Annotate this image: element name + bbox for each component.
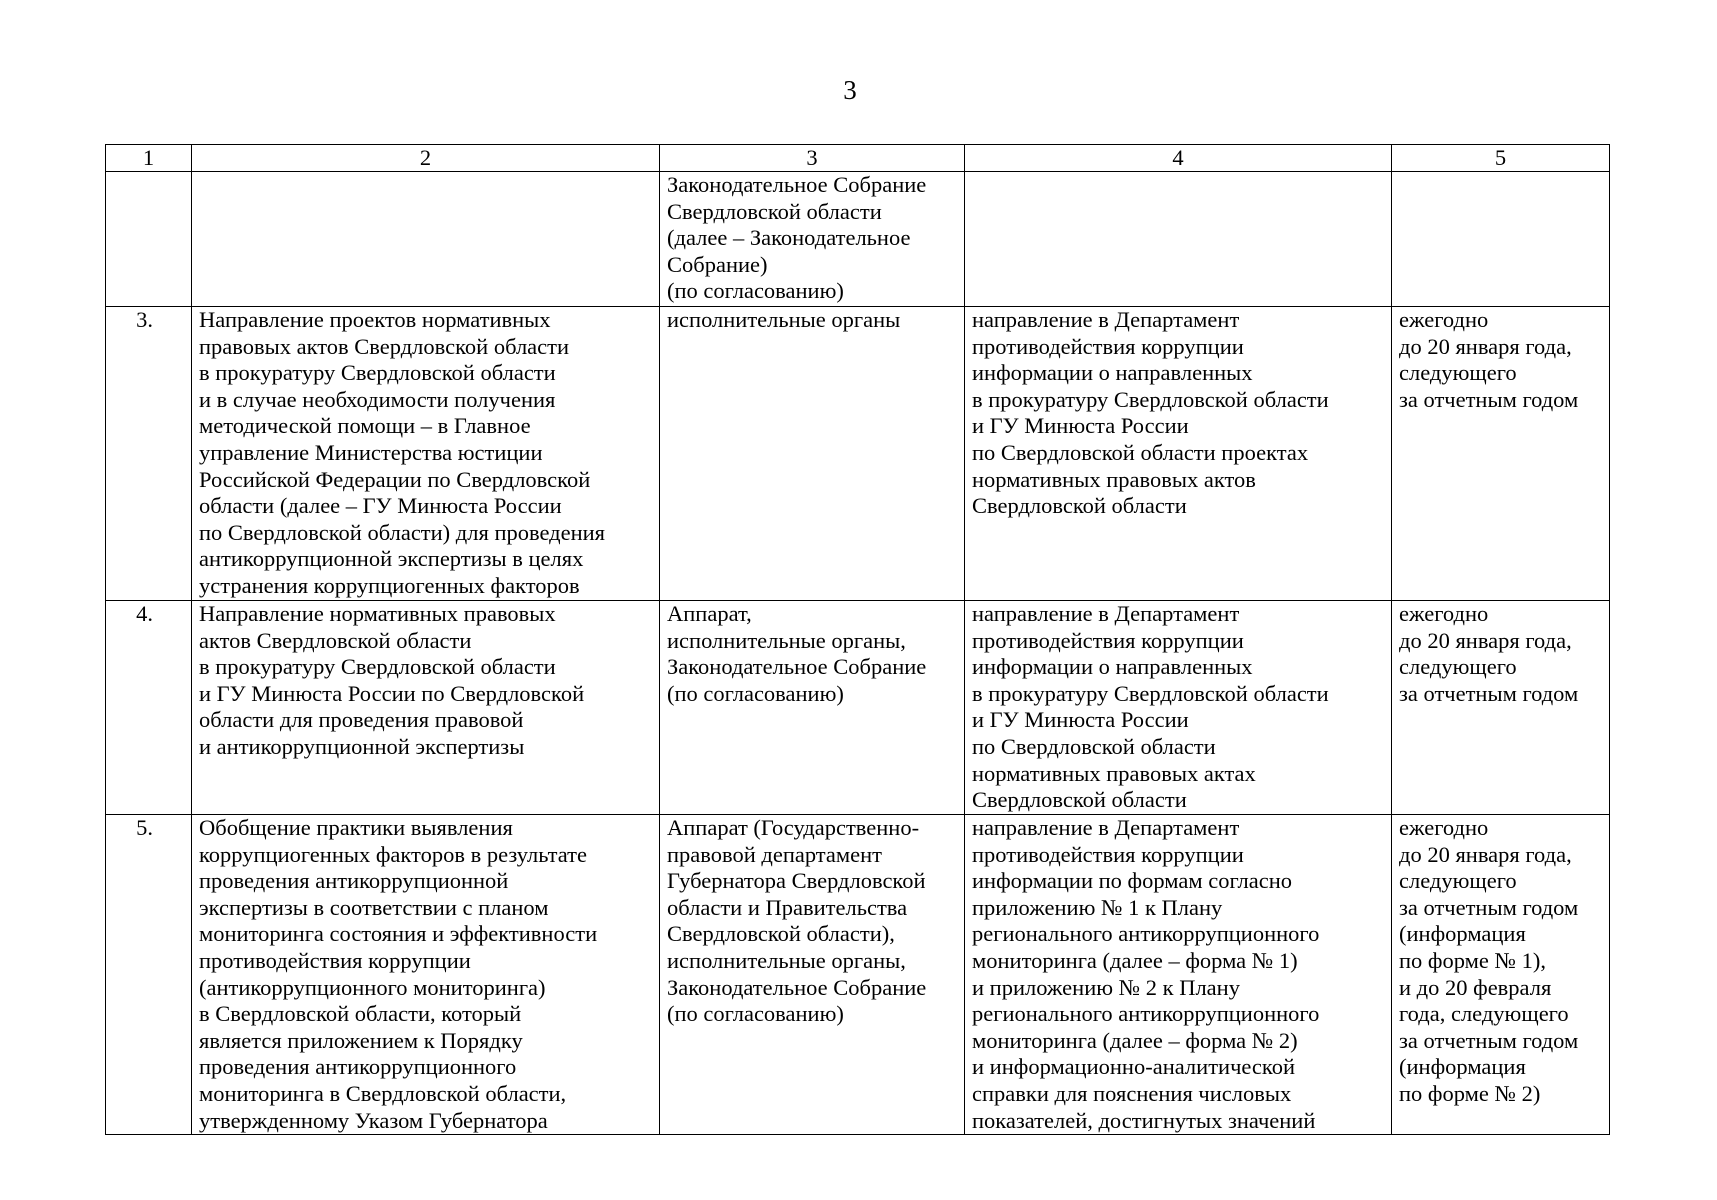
deadline-text-line: за отчетным годом (1399, 894, 1579, 920)
action-text-line: и в случае необходимости получения (199, 386, 556, 412)
result-text-line: информации о направленных (972, 654, 1253, 680)
result-text-line: противодействия коррупции (972, 333, 1244, 359)
result-text-line: Свердловской области (972, 787, 1187, 813)
action-text-line: области (далее – ГУ Минюста России (199, 493, 562, 519)
deadline-cell (1392, 307, 1610, 601)
deadline-text-line: ежегодно (1399, 307, 1489, 332)
result-text-line: информации по формам согласно (972, 868, 1293, 894)
executors-text-line: правовой департамент (667, 841, 882, 867)
action-text-line: Российской Федерации по Свердловской (199, 466, 591, 492)
result-text-line: по Свердловской области (972, 733, 1216, 759)
deadline-text-line: за отчетным годом (1399, 1027, 1579, 1053)
action-text-line: утвержденному Указом Губернатора (199, 1107, 548, 1133)
result-text-line: информации о направленных (972, 360, 1253, 386)
action-text-line: является приложением к Порядку (199, 1027, 523, 1053)
column-number-header: 5 (1392, 145, 1610, 172)
action-text-line: устранения коррупциогенных факторов (199, 572, 580, 598)
action-text-line: управление Министерства юстиции (199, 439, 543, 465)
result-cell (965, 601, 1392, 815)
executors-text-line: Губернатора Свердловской (667, 868, 926, 894)
executors-cell (660, 307, 965, 601)
row-number-cell (106, 172, 192, 307)
executors-text-line: области и Правительства (667, 894, 908, 920)
executors-text-line: исполнительные органы, (667, 947, 906, 973)
result-text-line: и информационно-аналитической (972, 1054, 1295, 1080)
result-text-line: направление в Департамент (972, 815, 1240, 840)
deadline-text-line: ежегодно (1399, 815, 1489, 840)
page-number: 3 (843, 75, 857, 105)
executors-text-line: Законодательное Собрание (667, 172, 927, 197)
deadline-text-line: (информация (1399, 921, 1526, 947)
column-number-header: 3 (660, 145, 965, 172)
result-text-line: и ГУ Минюста России (972, 707, 1189, 733)
action-text-line: по Свердловской области) для проведения (199, 519, 606, 545)
deadline-text-line: за отчетным годом (1399, 386, 1579, 412)
deadline-text-line: следующего (1399, 360, 1517, 386)
deadline-text-line: по форме № 1), (1399, 947, 1546, 973)
result-cell (965, 172, 1392, 307)
executors-text-line: Аппарат, (667, 601, 752, 626)
action-text-line: правовых актов Свердловской области (199, 333, 570, 359)
action-text-line: в Свердловской области, который (199, 1001, 522, 1027)
result-text-line: направление в Департамент (972, 601, 1240, 626)
result-text-line: справки для пояснения числовых (972, 1080, 1292, 1106)
action-text-line: экспертизы в соответствии с планом (199, 894, 549, 920)
action-text-line: в прокуратуру Свердловской области (199, 654, 556, 680)
executors-text-line: Свердловской области (667, 198, 882, 224)
table-row (106, 172, 1610, 307)
result-text-line: показателей, достигнутых значений (972, 1107, 1316, 1133)
plan-table (105, 144, 1610, 1135)
deadline-cell (1392, 815, 1610, 1135)
action-cell (192, 601, 660, 815)
action-text-line: антикоррупционной экспертизы в целях (199, 546, 584, 572)
action-text-line: Направление нормативных правовых (199, 601, 556, 626)
row-number-cell: 4. (106, 601, 192, 815)
executors-text-line: Законодательное Собрание (667, 974, 927, 1000)
action-text-line: (антикоррупционного мониторинга) (199, 974, 546, 1000)
action-text-line: коррупциогенных факторов в результате (199, 841, 587, 867)
deadline-text-line: до 20 января года, (1399, 841, 1572, 867)
deadline-text-line: следующего (1399, 868, 1517, 894)
result-text-line: регионального антикоррупционного (972, 921, 1320, 947)
table-row (106, 307, 1610, 601)
executors-text-line: Свердловской области), (667, 921, 895, 947)
row-number-cell: 5. (106, 815, 192, 1135)
executors-cell (660, 815, 965, 1135)
action-text-line: проведения антикоррупционной (199, 868, 509, 894)
executors-cell (660, 601, 965, 815)
action-text-line: области для проведения правовой (199, 707, 524, 733)
column-number-header: 2 (192, 145, 660, 172)
deadline-text-line: по форме № 2) (1399, 1080, 1541, 1106)
action-text-line: в прокуратуру Свердловской области (199, 360, 556, 386)
result-text-line: и ГУ Минюста России (972, 413, 1189, 439)
executors-cell (660, 172, 965, 307)
result-text-line: мониторинга (далее – форма № 1) (972, 947, 1298, 973)
result-text-line: мониторинга (далее – форма № 2) (972, 1027, 1298, 1053)
result-text-line: Свердловской области (972, 493, 1187, 519)
deadline-text-line: (информация (1399, 1054, 1526, 1080)
action-text-line: и антикоррупционной экспертизы (199, 733, 525, 759)
action-text-line: и ГУ Минюста России по Свердловской (199, 680, 585, 706)
result-text-line: приложению № 1 к Плану (972, 894, 1223, 920)
executors-text-line: (по согласованию) (667, 680, 844, 706)
action-text-line: мониторинга в Свердловской области, (199, 1080, 567, 1106)
column-number-header: 4 (965, 145, 1392, 172)
deadline-text-line: до 20 января года, (1399, 333, 1572, 359)
executors-text-line: (по согласованию) (667, 278, 844, 304)
deadline-text-line: следующего (1399, 654, 1517, 680)
executors-text-line: Законодательное Собрание (667, 654, 927, 680)
deadline-cell (1392, 601, 1610, 815)
executors-text-line: исполнительные органы (667, 307, 901, 332)
action-text-line: Обобщение практики выявления (199, 815, 513, 840)
table-header-row (106, 145, 1610, 172)
executors-text-line: Собрание) (667, 251, 768, 277)
executors-text-line: исполнительные органы, (667, 627, 906, 653)
result-text-line: в прокуратуру Свердловской области (972, 680, 1329, 706)
result-text-line: по Свердловской области проектах (972, 439, 1309, 465)
deadline-text-line: года, следующего (1399, 1001, 1569, 1027)
deadline-text-line: за отчетным годом (1399, 680, 1579, 706)
executors-text-line: (далее – Законодательное (667, 225, 911, 251)
result-text-line: регионального антикоррупционного (972, 1001, 1320, 1027)
action-cell (192, 172, 660, 307)
table-row (106, 601, 1610, 815)
row-number-cell: 3. (106, 307, 192, 601)
deadline-text-line: ежегодно (1399, 601, 1489, 626)
result-cell (965, 815, 1392, 1135)
table-row (106, 815, 1610, 1135)
executors-text-line: (по согласованию) (667, 1001, 844, 1027)
result-text-line: и приложению № 2 к Плану (972, 974, 1240, 1000)
result-text-line: противодействия коррупции (972, 627, 1244, 653)
deadline-cell (1392, 172, 1610, 307)
result-text-line: нормативных правовых актов (972, 466, 1256, 492)
result-text-line: направление в Департамент (972, 307, 1240, 332)
action-text-line: методической помощи – в Главное (199, 413, 531, 439)
action-text-line: мониторинга состояния и эффективности (199, 921, 598, 947)
column-number-header: 1 (106, 145, 192, 172)
action-text-line: актов Свердловской области (199, 627, 472, 653)
action-text-line: противодействия коррупции (199, 947, 471, 973)
action-text-line: Направление проектов нормативных (199, 307, 551, 332)
result-text-line: противодействия коррупции (972, 841, 1244, 867)
executors-text-line: Аппарат (Государственно- (667, 815, 920, 840)
result-text-line: в прокуратуру Свердловской области (972, 386, 1329, 412)
deadline-text-line: и до 20 февраля (1399, 974, 1552, 1000)
action-text-line: проведения антикоррупционного (199, 1054, 517, 1080)
action-cell (192, 307, 660, 601)
result-text-line: нормативных правовых актах (972, 760, 1256, 786)
result-cell (965, 307, 1392, 601)
deadline-text-line: до 20 января года, (1399, 627, 1572, 653)
action-cell (192, 815, 660, 1135)
